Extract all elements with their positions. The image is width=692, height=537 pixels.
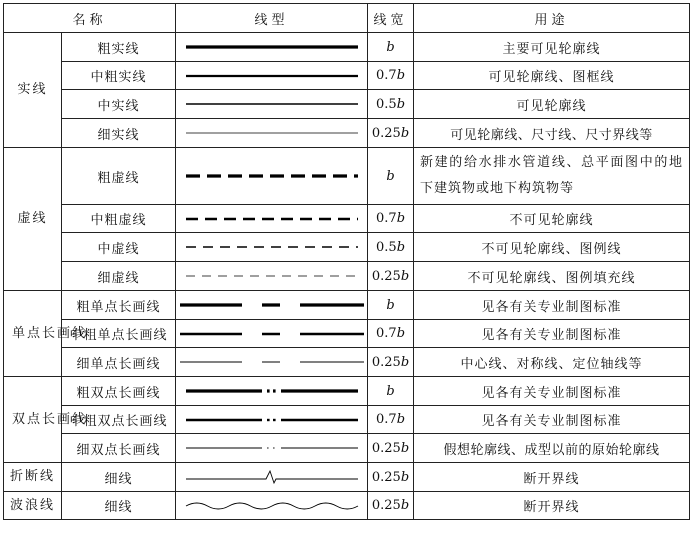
category-cell: 折断线 — [4, 463, 62, 492]
line-specimen-cell — [176, 119, 368, 148]
line-name-cell: 中实线 — [62, 90, 176, 119]
table-row — [4, 463, 690, 492]
line-specimen-cell — [176, 233, 368, 262]
table-row — [4, 406, 690, 434]
line-specimen-dash — [180, 212, 364, 226]
line-width-cell — [368, 233, 414, 262]
line-name-cell: 细虚线 — [62, 262, 176, 291]
header-type: 线型 — [176, 4, 368, 33]
line-use-cell: 不可见轮廓线 — [414, 205, 690, 233]
line-name-cell: 中虚线 — [62, 233, 176, 262]
line-width-cell — [368, 291, 414, 320]
line-name-cell: 粗虚线 — [62, 148, 176, 205]
line-name-cell: 中粗单点长画线 — [62, 320, 176, 348]
line-specimen-solid — [180, 40, 364, 54]
width-unit: b — [386, 168, 395, 184]
line-specimen-cell — [176, 90, 368, 119]
line-use-cell: 假想轮廓线、成型以前的原始轮廓线 — [414, 434, 690, 463]
width-unit: b — [400, 268, 410, 284]
line-width-cell — [368, 406, 414, 434]
line-specimen-cell — [176, 205, 368, 233]
width-unit: b — [396, 412, 406, 427]
line-name-cell: 细单点长画线 — [62, 348, 176, 377]
line-specimen-dash — [180, 240, 364, 254]
width-factor: 0.5 — [376, 96, 397, 112]
line-use-cell: 断开界线 — [414, 463, 690, 492]
line-types-table — [3, 3, 690, 520]
table-row — [4, 377, 690, 406]
table-row — [4, 233, 690, 262]
line-specimen-dd — [180, 384, 364, 398]
line-name-cell: 细线 — [62, 463, 176, 492]
line-specimen-dd — [180, 441, 364, 455]
width-factor: 0.25 — [371, 354, 401, 370]
line-width-cell — [368, 377, 414, 406]
table-row — [4, 492, 690, 520]
width-unit: b — [386, 297, 395, 313]
line-width-cell — [368, 434, 414, 463]
width-factor: 0.7 — [376, 68, 397, 83]
line-use-cell: 见各有关专业制图标准 — [414, 291, 690, 320]
line-use-cell: 可见轮廓线 — [414, 90, 690, 119]
width-unit: b — [396, 96, 406, 112]
line-name-cell: 中粗实线 — [62, 62, 176, 90]
width-unit: b — [400, 498, 410, 513]
table-body — [4, 33, 690, 520]
width-factor: 0.25 — [371, 125, 401, 141]
line-use-cell: 断开界线 — [414, 492, 690, 520]
line-name-cell: 中粗双点长画线 — [62, 406, 176, 434]
width-factor: 0.25 — [371, 440, 401, 456]
line-use-cell: 见各有关专业制图标准 — [414, 377, 690, 406]
line-specimen-cell — [176, 148, 368, 205]
category-cell: 单点长画线 — [4, 291, 62, 377]
line-specimen-segs — [180, 355, 364, 369]
header-width: 线宽 — [368, 4, 414, 33]
line-specimen-wave — [180, 499, 364, 513]
width-factor: 0.25 — [371, 469, 401, 485]
table-row — [4, 119, 690, 148]
line-width-cell — [368, 205, 414, 233]
line-width-cell — [368, 148, 414, 205]
line-specimen-cell — [176, 406, 368, 434]
line-specimen-cell — [176, 62, 368, 90]
line-width-cell — [368, 119, 414, 148]
line-use-cell: 见各有关专业制图标准 — [414, 406, 690, 434]
line-specimen-dd — [180, 413, 364, 427]
line-specimen-segs — [180, 298, 364, 312]
line-use-cell: 新建的给水排水管道线、总平面图中的地下建筑物或地下构筑物等 — [414, 148, 690, 205]
line-width-cell — [368, 262, 414, 291]
line-width-cell — [368, 463, 414, 492]
table-row — [4, 348, 690, 377]
line-specimen-cell — [176, 262, 368, 291]
line-width-cell — [368, 320, 414, 348]
line-name-cell: 粗单点长画线 — [62, 291, 176, 320]
table-row — [4, 33, 690, 62]
table-row — [4, 320, 690, 348]
category-cell: 虚线 — [4, 148, 62, 291]
line-use-cell: 主要可见轮廓线 — [414, 33, 690, 62]
table-row — [4, 90, 690, 119]
category-cell: 实线 — [4, 33, 62, 148]
header-row — [4, 4, 690, 33]
line-specimen-segs — [180, 327, 364, 341]
width-unit: b — [400, 125, 410, 141]
width-factor: 0.7 — [376, 326, 397, 341]
line-specimen-cell — [176, 377, 368, 406]
width-factor: 0.7 — [376, 211, 397, 226]
table-row — [4, 291, 690, 320]
line-specimen-cell — [176, 291, 368, 320]
table-row — [4, 434, 690, 463]
width-unit: b — [400, 354, 410, 370]
width-factor: 0.7 — [376, 412, 397, 427]
line-width-cell — [368, 348, 414, 377]
width-unit: b — [396, 211, 406, 226]
line-use-cell: 中心线、对称线、定位轴线等 — [414, 348, 690, 377]
line-types-table-wrapper — [3, 3, 690, 520]
line-width-cell — [368, 90, 414, 119]
line-name-cell: 中粗虚线 — [62, 205, 176, 233]
table-row — [4, 62, 690, 90]
line-width-cell — [368, 492, 414, 520]
line-name-cell: 粗实线 — [62, 33, 176, 62]
line-specimen-dash — [180, 269, 364, 283]
line-width-cell — [368, 62, 414, 90]
line-use-cell: 可见轮廓线、尺寸线、尺寸界线等 — [414, 119, 690, 148]
line-specimen-solid — [180, 97, 364, 111]
line-specimen-cell — [176, 348, 368, 377]
width-factor: 0.25 — [371, 268, 401, 284]
line-specimen-cell — [176, 33, 368, 62]
line-specimen-cell — [176, 320, 368, 348]
line-name-cell: 细实线 — [62, 119, 176, 148]
header-name: 名称 — [4, 4, 176, 33]
width-unit: b — [396, 326, 406, 341]
line-specimen-zig — [180, 470, 364, 484]
line-name-cell: 细线 — [62, 492, 176, 520]
line-specimen-solid — [180, 126, 364, 140]
line-specimen-solid — [180, 69, 364, 83]
line-use-cell: 可见轮廓线、图框线 — [414, 62, 690, 90]
width-factor: 0.25 — [371, 498, 401, 513]
width-factor: 0.5 — [376, 239, 397, 255]
header-use: 用途 — [414, 4, 690, 33]
line-use-cell: 不可见轮廓线、图例线 — [414, 233, 690, 262]
category-cell: 波浪线 — [4, 492, 62, 520]
line-use-cell: 不可见轮廓线、图例填充线 — [414, 262, 690, 291]
line-name-cell: 细双点长画线 — [62, 434, 176, 463]
width-unit: b — [396, 68, 406, 83]
width-unit: b — [400, 469, 410, 485]
width-unit: b — [386, 383, 395, 399]
line-name-cell: 粗双点长画线 — [62, 377, 176, 406]
table-row — [4, 148, 690, 205]
line-specimen-cell — [176, 463, 368, 492]
line-specimen-cell — [176, 434, 368, 463]
line-width-cell — [368, 33, 414, 62]
width-unit: b — [396, 239, 406, 255]
table-row — [4, 205, 690, 233]
line-use-cell: 见各有关专业制图标准 — [414, 320, 690, 348]
table-row — [4, 262, 690, 291]
width-unit: b — [386, 39, 395, 55]
width-unit: b — [400, 440, 410, 456]
category-cell: 双点长画线 — [4, 377, 62, 463]
line-specimen-dash — [180, 169, 364, 183]
line-specimen-cell — [176, 492, 368, 520]
